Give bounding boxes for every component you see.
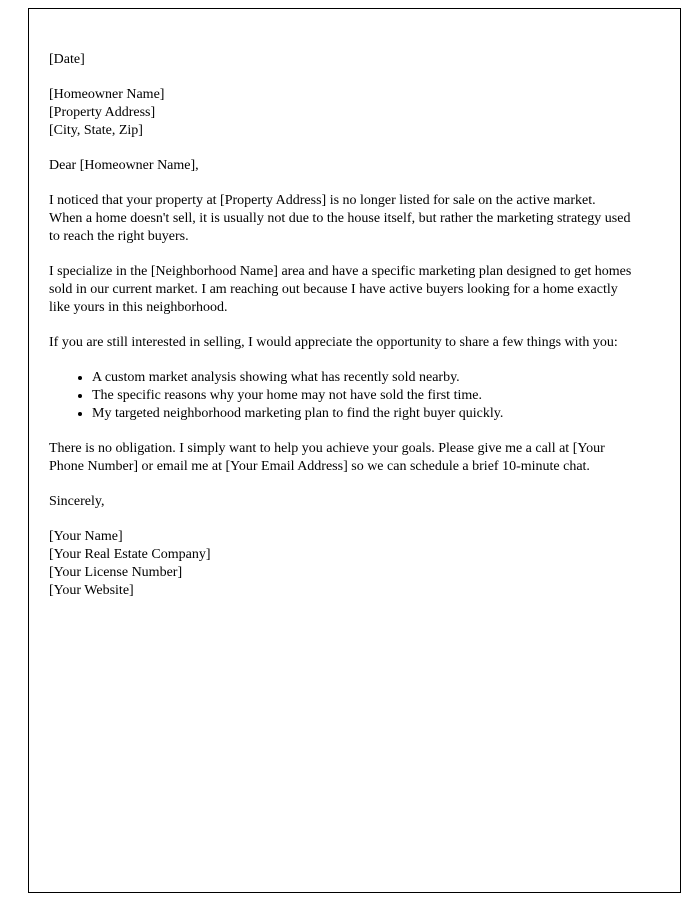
recipient-block	[49, 86, 632, 140]
paragraph-2: I specialize in the [Neighborhood Name] area and have a specific marketing plan designed to get homes sold in our current market. I am reaching out because I have active buyers looking for a home exactly like yours in this neighborhood.	[49, 264, 632, 315]
closing-paragraph: There is no obligation. I simply want to help you achieve your goals. Please give me a call at [Your Phone Number] or email me at [Your Email Address] so we can schedule a brief 10-minute chat.	[49, 441, 605, 474]
signature-license: [Your License Number]	[49, 565, 183, 580]
signature-block	[49, 528, 632, 600]
paragraph-3: If you are still interested in selling, I would appreciate the opportunity to share a few things with you:	[49, 335, 618, 350]
salutation: Dear [Homeowner Name],	[49, 158, 199, 173]
signature-company: [Your Real Estate Company]	[49, 547, 211, 562]
recipient-name: [Homeowner Name]	[49, 87, 165, 102]
bullet-list	[49, 369, 632, 423]
recipient-city-state-zip: [City, State, Zip]	[49, 123, 143, 138]
signature-name: [Your Name]	[49, 529, 123, 544]
paragraph-1: I noticed that your property at [Property Address] is no longer listed for sale on the active market. When a home doesn't sell, it is usually not due to the house itself, but rather the marketing strategy used to reach the right buyers.	[49, 193, 631, 244]
date-line: [Date]	[49, 52, 85, 67]
bullet-item-marketing-plan: • My targeted neighborhood marketing plan to find the right buyer quickly.	[92, 405, 632, 423]
bullet-item-reasons-not-sold: • The specific reasons why your home may not have sold the first time.	[92, 387, 632, 405]
recipient-address: [Property Address]	[49, 105, 156, 120]
sign-off: Sincerely,	[49, 494, 105, 509]
letter-page	[28, 8, 681, 893]
date-block	[49, 51, 632, 69]
signature-website: [Your Website]	[49, 583, 134, 598]
bullet-item-market-analysis: • A custom market analysis showing what has recently sold nearby.	[92, 369, 632, 387]
